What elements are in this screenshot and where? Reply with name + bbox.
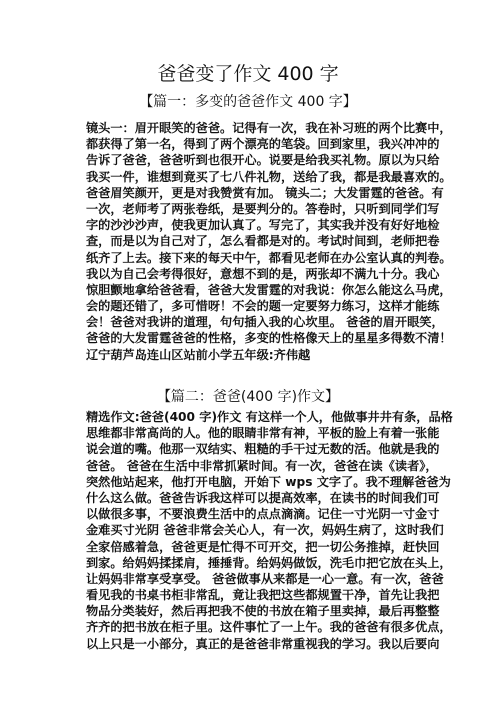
text-line: 我以为自己会考得很好，意想不到的是，两张却不满九十分。我心 [86,266,440,281]
text-line: 思维都非常高尚的人。他的眼睛非常有神，平板的脸上有着一张能 [86,426,440,441]
section-2-body [86,409,486,652]
text-line: 物品分类装好，然后再把我不使的书放在箱子里卖掉，最后再整整 [86,604,440,619]
document-title: 爸爸变了作文 400 字 [157,63,339,85]
text-line: 纸齐了上去。接下来的每天中午，都看见老师在办公室认真的判卷。 [86,250,452,265]
text-line: 精选作文:爸爸(400 字)作文 有这样一个人，他做事井井有条，品格 [86,410,453,424]
text-line: 突然他站起来，他打开电脑，开始下 wps 文字了。我不理解爸爸为 [86,474,451,489]
text-line: 爸爸的大发雷霆爸爸的性格，多变的性格像天上的星星多得数不清！ [86,331,452,346]
text-line: 什么这么做。爸爸告诉我这样可以提高效率，在读书的时间我们可 [86,490,440,505]
text-line: 到家。给妈妈揉揉肩，捶捶背。给妈妈做饭，洗毛巾把它放在头上， [86,555,452,570]
text-line: 爸爸眉笑颜开，更是对我赞赏有加。 镜头二；大发雷霆的爸爸。有 [86,185,444,200]
text-line: 惊胆颤地拿给爸爸看，爸爸大发雷霆的对我说：你怎么能这么马虎， [86,282,452,297]
section-1-heading: 【篇一：多变的爸爸作文 400 字】 [139,94,357,110]
text-line: 一次，老师考了两张卷纸，是要判分的。答卷时，只听到同学们写 [86,201,440,216]
text-line: 全家倍感着急，爸爸更是忙得不可开交，把一切公务推掉，赶快回 [86,539,440,554]
text-line: 看见我的书桌书柜非常乱，竟让我把这些都规置干净，首先让我把 [86,588,440,603]
text-line: 以上只是一小部分，真正的是爸爸非常重视我的学习。我以后要向 [86,636,440,651]
text-line: 会！爸爸对我讲的道理，句句插入我的心坎里。 爸爸的眉开眼笑， [86,315,444,330]
text-line: 告诉了爸爸，爸爸听到也很开心。说要是给我买礼物。原以为只给 [86,153,440,168]
text-line: 字的沙沙沙声，使我更加认真了。写完了，其实我并没有好好地检 [86,218,440,233]
text-line: 查，而是以为自己对了，怎么看都是对的。考试时间到，老师把卷 [86,234,440,249]
text-line: 爸爸。 爸爸在生活中非常抓紧时间。有一次，爸爸在读《读者》， [86,458,438,473]
text-line: 齐齐的把书放在柜子里。这件事忙了一上午。我的爸爸有很多优点， [86,620,452,635]
text-line: 金难买寸光阴 爸爸非常会关心人，有一次，妈妈生病了，这时我们 [86,523,444,538]
text-line: 以做很多事，不要浪费生活中的点点滴滴。记住一寸光阴一寸金寸 [86,507,440,522]
text-line: 镜头一：眉开眼笑的爸爸。记得有一次，我在补习班的两个比赛中， [86,121,452,135]
text-line: 说会道的嘴。他那一双结实、粗糙的手干过无数的活。他就是我的 [86,442,440,457]
author-line: 辽宁葫芦岛连山区站前小学五年级:齐伟越 [86,347,311,362]
section-2-heading: 【篇二：爸爸(400 字)作文】 [156,389,340,405]
text-line: 我买一件，谁想到竟买了七八件礼物，送给了我，都是我最喜欢的。 [86,169,452,184]
text-line: 会的题还错了，多可惜呀！不会的题一定要努力练习，这样才能练 [86,299,440,314]
section-1-body [86,120,486,363]
text-line: 让妈妈非常享受享受。 爸爸做事从来都是一心一意。有一次，爸爸 [86,571,444,586]
text-line: 都获得了第一名，得到了两个漂亮的笔袋。回到家里，我兴冲冲的 [86,137,440,152]
